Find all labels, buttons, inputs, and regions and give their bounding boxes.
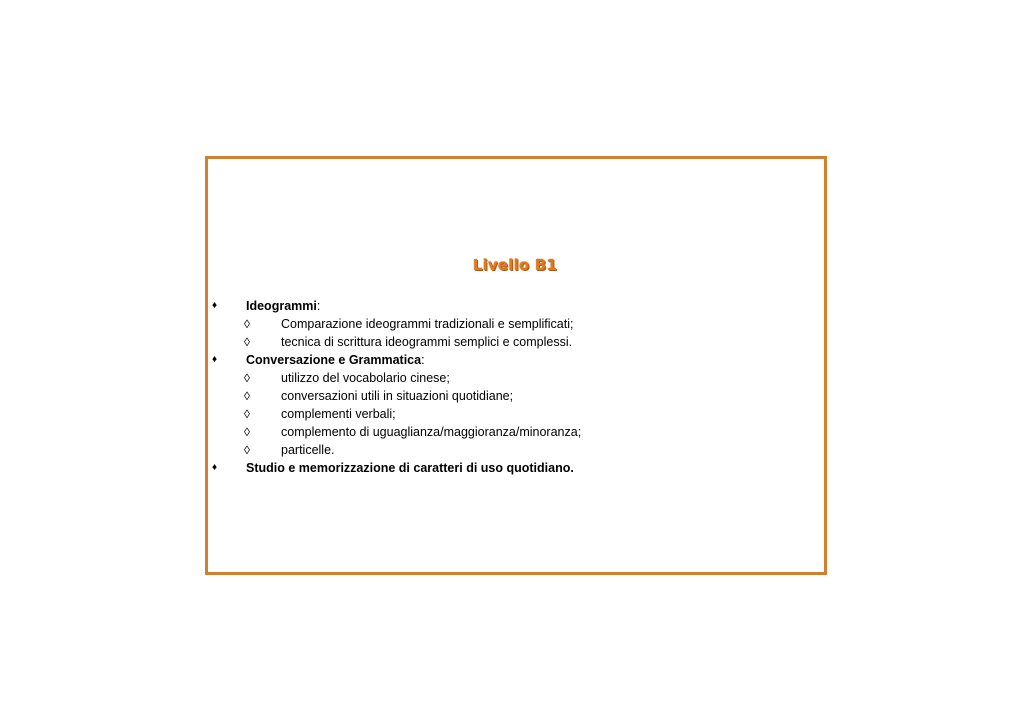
list-item — [0, 333, 1024, 351]
lozenge-bullet-icon: ◊ — [244, 389, 250, 403]
diamond-bullet-icon: ♦ — [212, 462, 218, 473]
sub-item-text: conversazioni utili in situazioni quotidiane; — [281, 389, 514, 403]
lozenge-bullet-icon: ◊ — [244, 407, 250, 421]
diamond-bullet-icon: ♦ — [212, 300, 218, 311]
lozenge-bullet-icon: ◊ — [244, 317, 250, 331]
sub-item-text: utilizzo del vocabolario cinese; — [281, 371, 450, 385]
sub-item-text: Comparazione ideogrammi tradizionali e semplificati; — [281, 317, 574, 331]
list-item — [0, 387, 1024, 405]
lozenge-bullet-icon: ◊ — [244, 335, 250, 349]
section-heading: Conversazione e Grammatica: — [246, 353, 425, 367]
section-heading: Ideogrammi: — [246, 299, 321, 313]
list-item — [0, 369, 1024, 387]
list-item — [0, 405, 1024, 423]
lozenge-bullet-icon: ◊ — [244, 425, 250, 439]
list-item — [0, 459, 1024, 477]
list-item — [0, 423, 1024, 441]
section-heading: Studio e memorizzazione di caratteri di uso quotidiano. — [246, 461, 574, 475]
list-item — [0, 441, 1024, 459]
diamond-bullet-icon: ♦ — [212, 354, 218, 365]
page-title: Livello B1 — [472, 256, 558, 274]
list-item — [0, 351, 1024, 369]
sub-item-text: tecnica di scrittura ideogrammi semplici e complessi. — [281, 335, 573, 349]
topic-list — [0, 297, 1024, 477]
list-item — [0, 315, 1024, 333]
sub-item-text: complementi verbali; — [281, 407, 396, 421]
list-item — [0, 297, 1024, 315]
sub-item-text: complemento di uguaglianza/maggioranza/minoranza; — [281, 425, 582, 439]
lozenge-bullet-icon: ◊ — [244, 371, 250, 385]
lozenge-bullet-icon: ◊ — [244, 443, 250, 457]
sub-item-text: particelle. — [281, 443, 335, 457]
